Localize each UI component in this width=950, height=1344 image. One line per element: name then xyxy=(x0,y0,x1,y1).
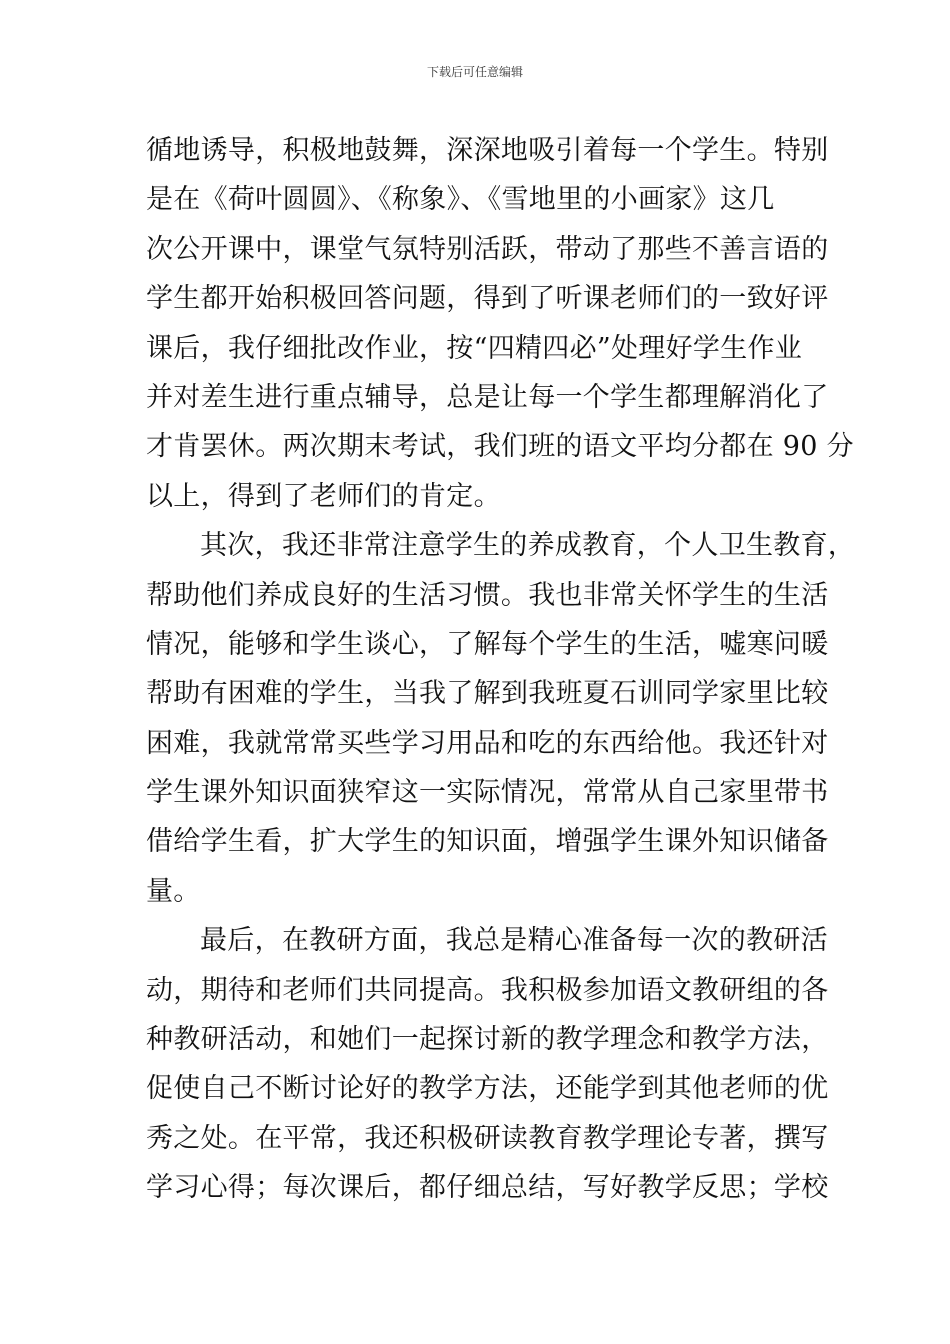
text-line: 动，期待和老师们共同提高。我积极参加语文教研组的各 xyxy=(146,974,829,1006)
text-line: 学生都开始积极回答问题，得到了听课老师们的一致好评 xyxy=(146,283,829,315)
text-line: 是在《荷叶圆圆》、《称象》、《雪地里的小画家》这几 xyxy=(146,184,775,216)
text-line: 才肯罢休。两次期末考试，我们班的语文平均分都在 90 分 xyxy=(146,431,854,463)
text-line: 次公开课中，课堂气氛特别活跃，带动了那些不善言语的 xyxy=(146,233,829,265)
text-line: 促使自己不断讨论好的教学方法，还能学到其他老师的优 xyxy=(146,1073,829,1105)
text-line: 情况，能够和学生谈心，了解每个学生的生活，嘘寒问暖 xyxy=(146,628,829,660)
text-line: 借给学生看，扩大学生的知识面，增强学生课外知识储备 xyxy=(146,826,829,858)
text-line: 困难，我就常常买些学习用品和吃的东西给他。我还针对 xyxy=(146,727,829,759)
page-header: 下载后可任意编辑 xyxy=(426,65,523,79)
paragraph-start-line: 最后，在教研方面，我总是精心准备每一次的教研活 xyxy=(200,925,828,957)
text-line: 并对差生进行重点辅导，总是让每一个学生都理解消化了 xyxy=(146,381,829,413)
text-line: 帮助他们养成良好的生活习惯。我也非常关怀学生的生活 xyxy=(146,579,829,611)
paragraph-start-line: 其次，我还非常注意学生的养成教育，个人卫生教育， xyxy=(200,530,856,562)
text-line: 量。 xyxy=(146,875,201,907)
text-line: 帮助有困难的学生，当我了解到我班夏石训同学家里比较 xyxy=(146,678,829,710)
text-line: 种教研活动，和她们一起探讨新的教学理念和教学方法， xyxy=(146,1024,829,1056)
text-line: 以上，得到了老师们的肯定。 xyxy=(146,480,501,512)
text-line: 课后，我仔细批改作业，按“四精四必”处理好学生作业 xyxy=(146,332,803,364)
body-text xyxy=(146,126,856,1213)
text-line: 循地诱导，积极地鼓舞，深深地吸引着每一个学生。特别 xyxy=(146,135,829,166)
text-line: 学习心得；每次课后，都仔细总结，写好教学反思；学校 xyxy=(146,1172,829,1204)
text-line: 秀之处。在平常，我还积极研读教育教学理论专著，撰写 xyxy=(146,1122,829,1154)
text-line: 学生课外知识面狭窄这一实际情况，常常从自己家里带书 xyxy=(146,777,829,809)
